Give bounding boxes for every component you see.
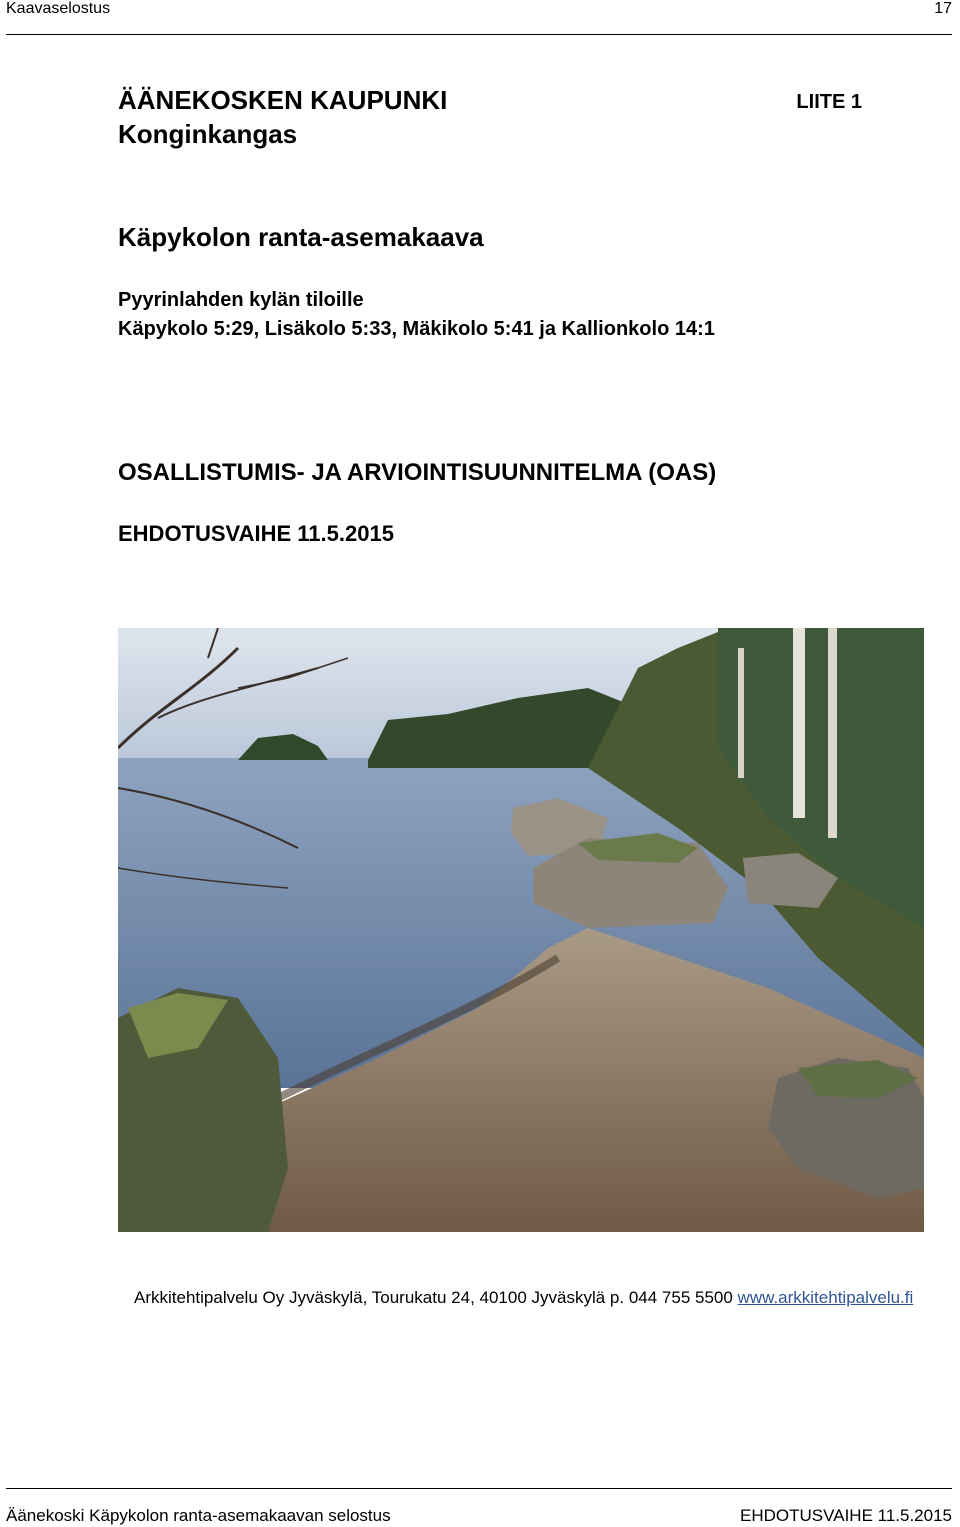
running-header-title: Kaavaselostus (6, 0, 111, 17)
village-line: Pyyrinlahden kylän tiloille (118, 289, 364, 311)
footer-document-title: Äänekoski Käpykolon ranta-asemakaavan selostus (6, 1506, 391, 1525)
plan-name: Käpykolon ranta-asemakaava (118, 222, 484, 252)
document-type: OSALLISTUMIS- JA ARVIOINTISUUNNITELMA (OAS) (118, 459, 717, 486)
municipality-name: ÄÄNEKOSKEN KAUPUNKI (118, 85, 448, 115)
header-divider (6, 34, 952, 35)
website-link[interactable]: www.arkkitehtipalvelu.fi (737, 1288, 914, 1307)
appendix-label: LIITE 1 (796, 91, 862, 113)
contact-address: Arkkitehtipalvelu Oy Jyväskylä, Tourukatu 24, 40100 Jyväskylä p. 044 755 5500 (134, 1288, 733, 1307)
area-name: Konginkangas (118, 119, 298, 149)
properties-line: Käpykolo 5:29, Lisäkolo 5:33, Mäkikolo 5:41 ja Kallionkolo 14:1 (118, 318, 715, 340)
plan-phase: EHDOTUSVAIHE 11.5.2015 (118, 521, 394, 546)
page-number: 17 (934, 0, 952, 17)
footer-phase: EHDOTUSVAIHE 11.5.2015 (740, 1506, 952, 1525)
lakeshore-photo (118, 628, 924, 1232)
footer-divider (6, 1488, 952, 1489)
contact-line (134, 1288, 913, 1308)
